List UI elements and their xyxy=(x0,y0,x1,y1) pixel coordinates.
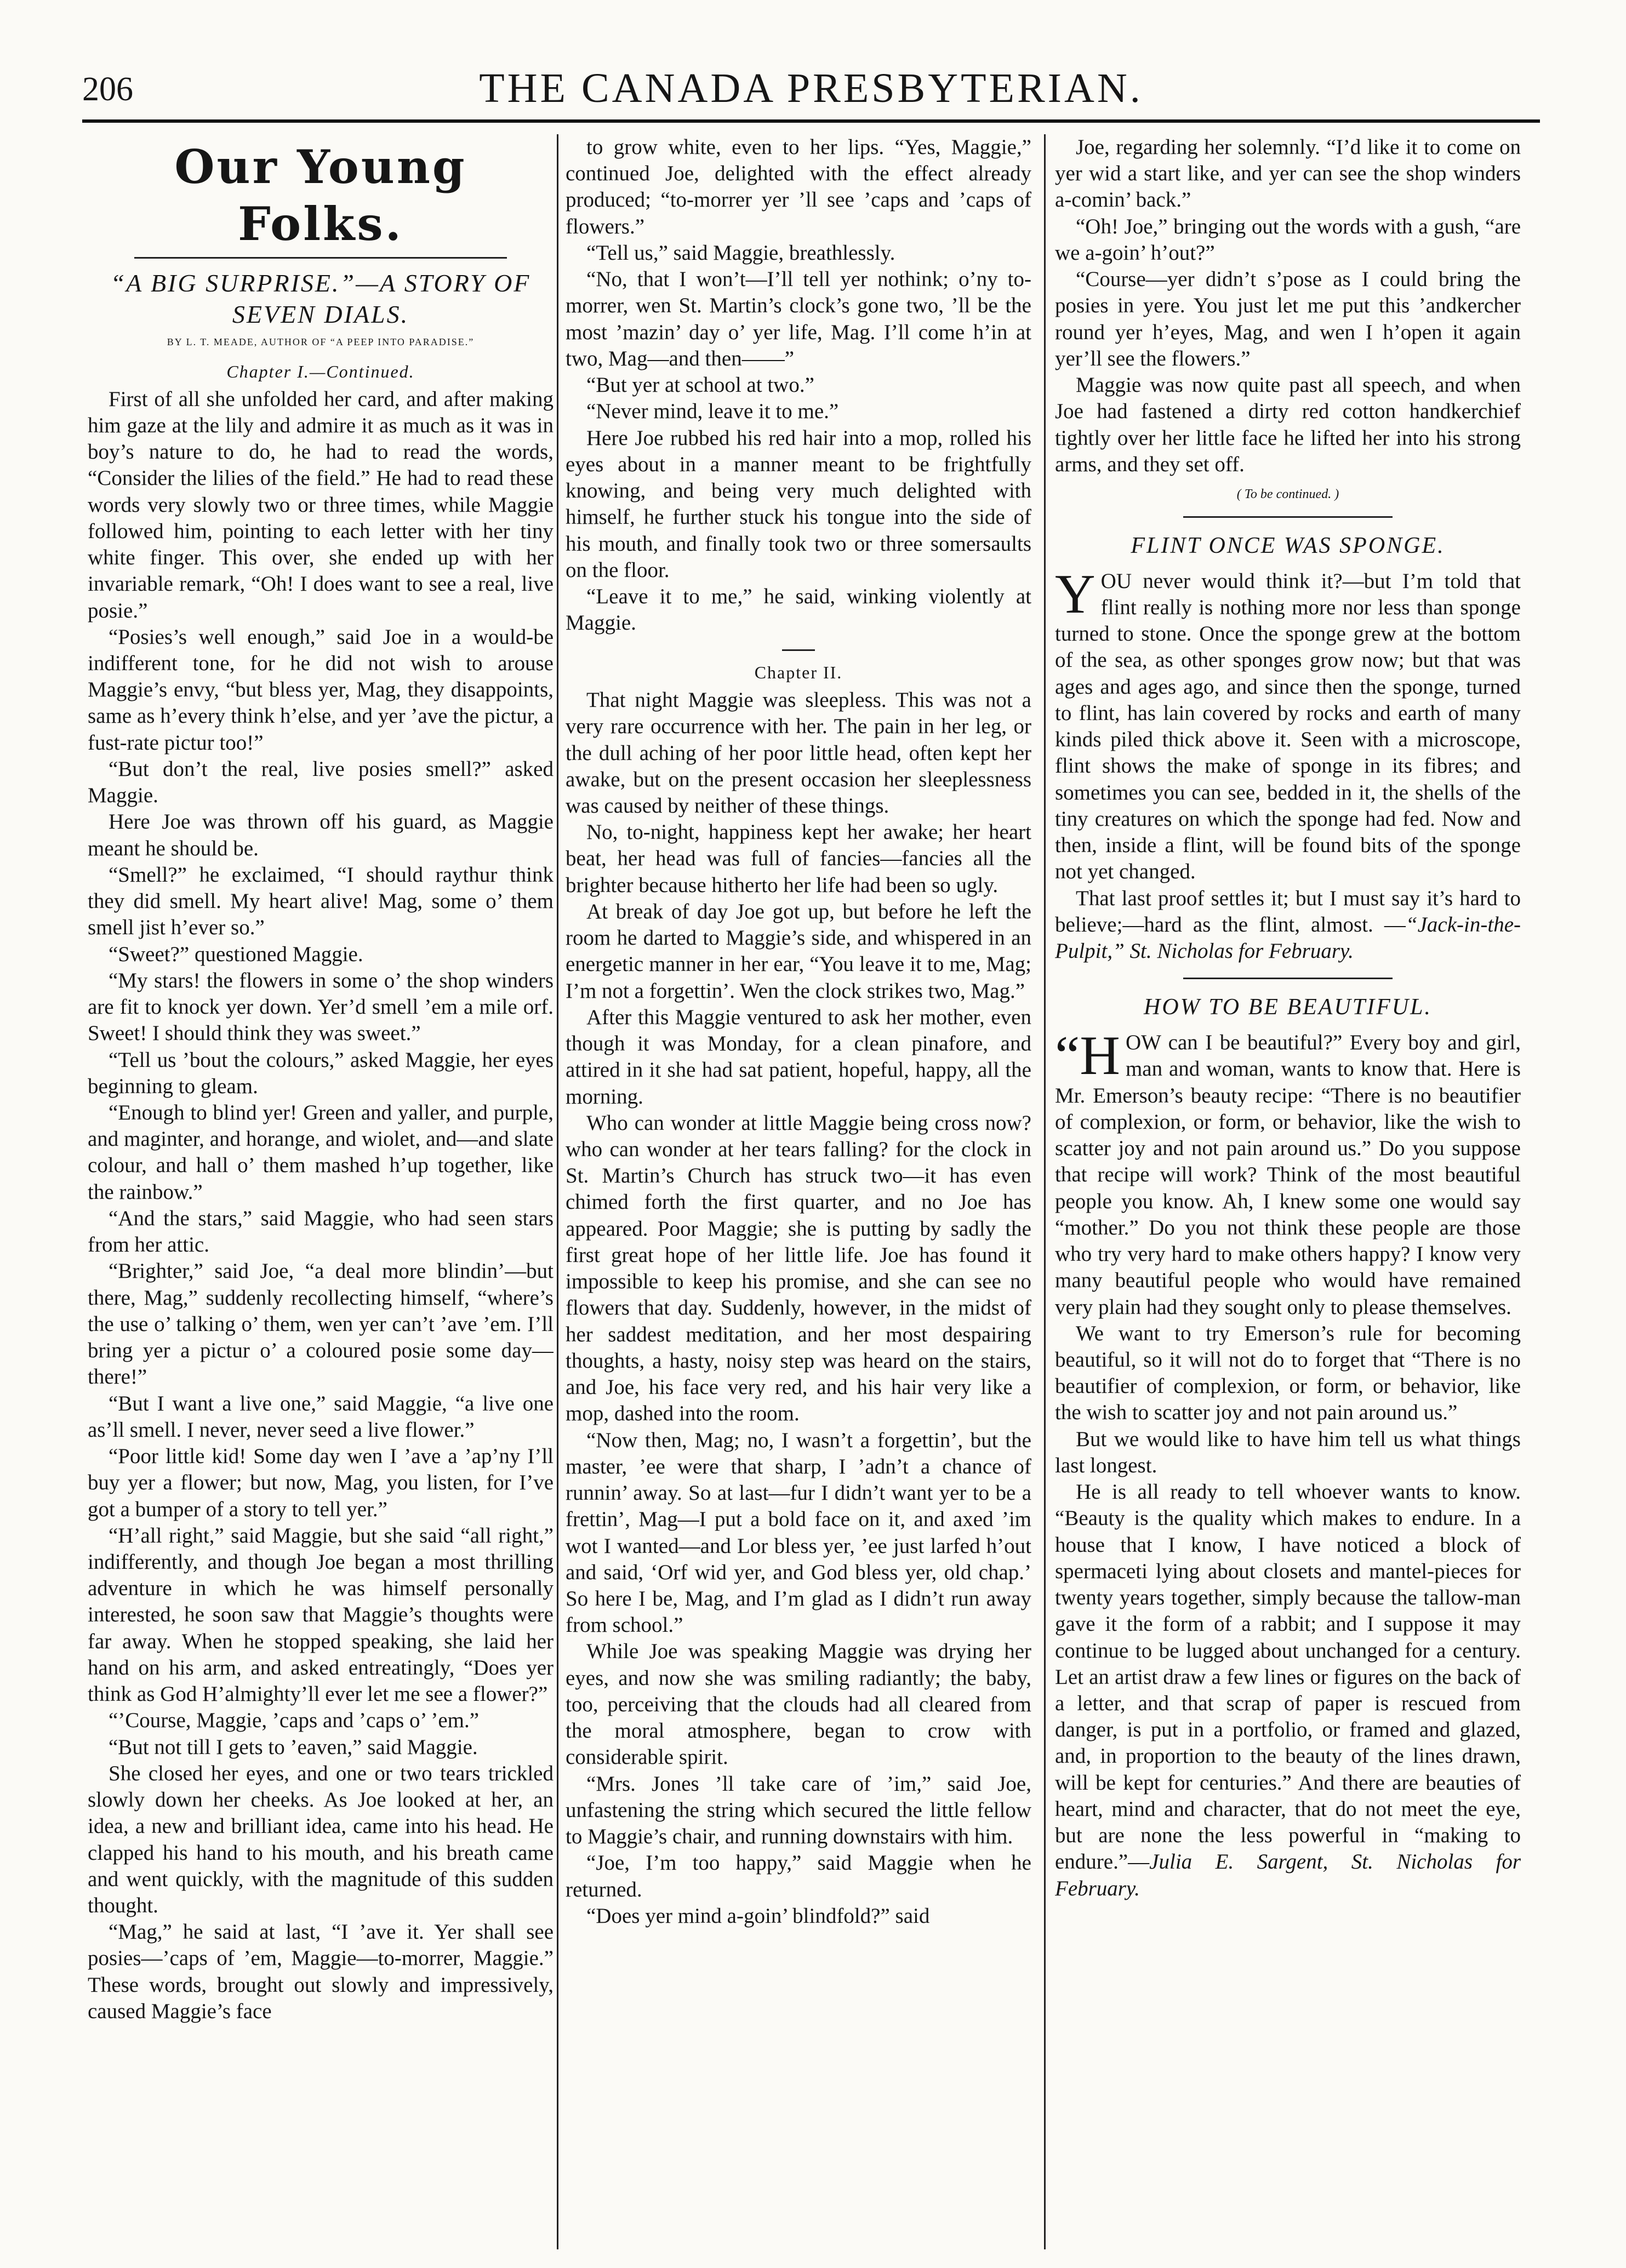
paragraph: “No, that I won’t—I’ll tell yer nothink; o’ny to-morrer, wen St. Martin’s clock’s gone two, ’ll be the most ’mazin’ day o’ yer life, Mag. I’ll come h’in at two, Mag—and then——” xyxy=(566,267,1031,370)
paragraph: At break of day Joe got up, but before he left the room he darted to Maggie’s side, and whispered in an energetic manner in her ear, “You leave it to me, Mag; I’m not a forgettin’. Wen the clock strikes two, Mag.” xyxy=(566,899,1031,1003)
flint-title: FLINT ONCE WAS SPONGE. xyxy=(1131,533,1445,558)
section-banner: Our Young Folks. xyxy=(174,140,467,251)
paragraph: “Mrs. Jones ’ll take care of ’im,” said Joe, unfastening the string which secured the little fellow to Maggie’s chair, and running downstairs with him. xyxy=(566,1772,1031,1849)
paragraph: First of all she unfolded her card, and after making him gaze at the lily and admire it as much as it was in boy’s nature to do, he had to read the words, “Consider the lilies of the field.” He had to read these words very slowly two or three times, while Maggie followed him, pointing to each letter with her tiny white finger. This over, she ended up with her invariable remark, “Oh! I does want to see a real, live posie.” xyxy=(88,387,554,622)
paragraph: “Tell us,” said Maggie, breathlessly. xyxy=(586,241,895,265)
paragraph: But we would like to have him tell us what things last longest. xyxy=(1055,1427,1521,1477)
page-number: 206 xyxy=(82,71,133,108)
column-2-paragraphs-a xyxy=(566,134,1031,636)
paragraph: “But not till I gets to ’eaven,” said Maggie. xyxy=(109,1735,478,1759)
paragraph: “Enough to blind yer! Green and yaller, and purple, and maginter, and horange, and wiolet, and—and slate colour, and hall o’ them mashed h’up together, like the rainbow.” xyxy=(88,1100,554,1204)
beautiful-paragraph-last: He is all ready to tell whoever wants to know. “Beauty is the quality which makes to endure. In a house that I know, I have noticed a block of spermaceti lying about closets and mantel-pieces for twenty years together, simply because the tallow-man gave it the form of a rabbit; and I suppose it may continue to be lugged about unchanged for a century. Let an artist draw a few lines or figures on the back of a letter, and that scrap of paper is rescued from danger, is put in a portfolio, or framed and glazed, and, in proportion to the beauty of the lines drawn, will be kept for centuries.” And there are beauties of heart, mind and character, that do not meet the eye, but are none the less powerful in “making to endure.”—Julia E. Sargent, St. Nicholas for February. xyxy=(1055,1480,1521,1900)
column-3-paragraphs-a xyxy=(1055,134,1521,478)
column-1 xyxy=(88,134,554,2249)
paragraph: After this Maggie ventured to ask her mother, even though it was Monday, for a clean pinafore, and attired in it she had sat patient, hopeful, happy, all the morning. xyxy=(566,1005,1031,1109)
paragraph: “Course—yer didn’t s’pose as I could bring the posies in yere. You just let me put this ’andkercher round yer h’eyes, Mag, and wen I h’open it again yer’ll see the flowers.” xyxy=(1055,267,1521,370)
paragraph: “Posies’s well enough,” said Joe in a would-be indifferent tone, for he did not wish to arouse Maggie’s envy, “but bless yer, Mag, they disappoints, same as h’every think h’else, and yer ’ave the pictur, a fust-rate pictur too!” xyxy=(88,625,554,755)
paragraph: No, to-night, happiness kept her awake; her heart beat, her head was full of fancies—fancies all the brighter because hitherto her life had been so ugly. xyxy=(566,820,1031,897)
paragraph: “Joe, I’m too happy,” said Maggie when he returned. xyxy=(566,1851,1031,1901)
header-rule xyxy=(82,119,1540,123)
paragraph: “But don’t the real, live posies smell?” asked Maggie. xyxy=(88,757,554,808)
paragraph: “Poor little kid! Some day wen I ’ave a ’ap’ny I’ll buy yer a flower; but now, Mag, you listen, for I’ve got a bumper of a story to tell yer.” xyxy=(88,1444,554,1521)
chapter-heading: Chapter I.—Continued. xyxy=(226,362,415,382)
story-title: “A BIG SURPRISE.”—A STORY OF SEVEN DIALS. xyxy=(110,268,531,329)
paragraph: “But yer at school at two.” xyxy=(586,373,814,397)
paragraph: Here Joe rubbed his red hair into a mop, rolled his eyes about in a manner meant to be frightfully knowing, and being very much delighted with himself, he further stuck his tongue into the side of his mouth, and finally took two or three somersaults on the floor. xyxy=(566,426,1031,582)
paragraph: “But I want a live one,” said Maggie, “a live one as’ll smell. I never, never seed a live flower.” xyxy=(88,1391,554,1442)
paragraph: Who can wonder at little Maggie being cross now? who can wonder at her tears falling? for the clock in St. Martin’s Church has struck two—it has even chimed forth the first quarter, and no Joe has appeared. Poor Maggie; she is putting by sadly the first great hope of her little life. Joe has found it impossible to keep his promise, and she can see no flowers that day. Suddenly, however, in the midst of her saddest meditation, and her most despairing thoughts, a hasty, noisy step was heard on the stairs, and Joe, his face very red, and his hair very like a mop, dashed into the room. xyxy=(566,1111,1031,1426)
paragraph: Joe, regarding her solemnly. “I’d like it to come on yer wid a start like, and yer can see the shop winders a-comin’ back.” xyxy=(1055,135,1521,212)
flint-attribution: “Jack-in-the-Pulpit,” St. Nicholas for February. xyxy=(1055,912,1521,963)
column-2 xyxy=(566,134,1031,2249)
paragraph: “Leave it to me,” he said, winking violently at Maggie. xyxy=(566,584,1031,635)
paragraph: She closed her eyes, and one or two tears trickled slowly down her cheeks. As Joe looked at her, an idea, a new and brilliant idea, came into his head. He clapped his hand to his mouth, and his breath came and went quickly, with the magnitude of this sudden thought. xyxy=(88,1761,554,1918)
paragraph: Here Joe was thrown off his guard, as Maggie meant he should be. xyxy=(88,810,554,860)
banner-rule xyxy=(134,257,507,259)
story-byline: BY L. T. MEADE, AUTHOR OF “A PEEP INTO PARADISE.” xyxy=(167,336,475,347)
paragraph: “My stars! the flowers in some o’ the shop winders are fit to knock yer down. Yer’d smell ’em a mile orf. Sweet! I should think they was sweet.” xyxy=(88,968,554,1046)
chapter-rule xyxy=(782,649,815,651)
paragraph: “Never mind, leave it to me.” xyxy=(586,399,839,424)
beautiful-paragraphs xyxy=(1055,1321,1521,1479)
paragraph: “H’all right,” said Maggie, but she said “all right,” indifferently, and though Joe began a most thrilling adventure in which he was himself personally interested, he soon saw that Maggie’s thoughts were far away. When he stopped speaking, she laid her hand on his arm, and asked entreatingly, “Does yer think as God H’almighty’ll ever let me see a flower?” xyxy=(88,1523,554,1706)
beautiful-attribution: Julia E. Sargent, St. Nicholas for February. xyxy=(1055,1850,1521,1900)
paragraph: to grow white, even to her lips. “Yes, Maggie,” continued Joe, delighted with the effect already produced; “to-morrer yer ’ll see ’caps and ’caps of flowers.” xyxy=(566,135,1031,238)
beautiful-paragraph-1: “HOW can I be beautiful?” Every boy and girl, man and woman, wants to know that. Here is Mr. Emerson’s beauty recipe: “There is no beautifier of complexion, or form, or behavior, like the wish to scatter joy and not pain around us.” Do you suppose that recipe will work? Think of the most beautiful people you know. Ah, I knew some one would say “mother.” Do you not think these people are those who try very hard to make others happy? I know very many beautiful people who would have remained very plain had they sought only to please themselves. xyxy=(1055,1025,1521,1319)
paragraph: “Does yer mind a-goin’ blindfold?” said xyxy=(586,1904,930,1928)
column-2-paragraphs-b xyxy=(566,687,1031,1929)
drop-cap: Y xyxy=(1055,563,1096,625)
paragraph: “And the stars,” said Maggie, who had seen stars from her attic. xyxy=(88,1206,554,1257)
paragraph: We want to try Emerson’s rule for becoming beautiful, so it will not do to forget that “There is no beautifier of complexion, or form, or behavior, like the wish to scatter joy and not pain around us.” xyxy=(1055,1321,1521,1425)
to-be-continued: ( To be continued. ) xyxy=(1236,487,1339,502)
section-rule-1 xyxy=(1183,516,1393,518)
flint-paragraph-2: That last proof settles it; but I must say it’s hard to believe;—hard as the flint, almost. —“Jack-in-the-Pulpit,” St. Nicholas for February. xyxy=(1055,886,1521,963)
paragraph: “Brighter,” said Joe, “a deal more blindin’—but there, Mag,” suddenly recollecting himself, “where’s the use o’ talking o’ them, wen yer can’t ’ave ’em. I’ll bring yer a pictur o’ a coloured posie some day—there!” xyxy=(88,1259,554,1389)
column-divider-2 xyxy=(1044,134,1046,2249)
paragraph: While Joe was speaking Maggie was drying her eyes, and now she was smiling radiantly; the baby, too, perceiving that the clouds had all cleared from the moral atmosphere, began to crow with considerable spirit. xyxy=(566,1639,1031,1769)
paragraph: “’Course, Maggie, ’caps and ’caps o’ ’em.” xyxy=(109,1709,480,1733)
paragraph: “Mag,” he said at last, “I ’ave it. Yer shall see posies—’caps of ’em, Maggie—to-morrer, Maggie.” These words, brought out slowly and impressively, caused Maggie’s face xyxy=(88,1920,554,2023)
paragraph: Maggie was now quite past all speech, and when Joe had fastened a dirty red cotton handkerchief tightly over her little face he lifted her into his strong arms, and they set off. xyxy=(1055,373,1521,476)
paragraph: “Smell?” he exclaimed, “I should raythur think they did smell. My heart alive! Mag, some o’ them smell jist h’ever so.” xyxy=(88,862,554,940)
paragraph: That night Maggie was sleepless. This was not a very rare occurrence with her. The pain in her leg, or the dull aching of her poor little head, often kept her awake, but on the present occasion her sleeplessness was caused by neither of these things. xyxy=(566,688,1031,818)
journal-title: THE CANADA PRESBYTERIAN. xyxy=(479,65,1143,111)
paragraph: “Tell us ’bout the colours,” asked Maggie, her eyes beginning to gleam. xyxy=(88,1048,554,1098)
column-1-paragraphs xyxy=(88,386,554,2025)
paragraph: “Oh! Joe,” bringing out the words with a gush, “are we a-goin’ h’out?” xyxy=(1055,214,1521,265)
paragraph: “Now then, Mag; no, I wasn’t a forgettin’, but the master, ’ee were that sharp, I ’adn’t a chance of runnin’ away. So at last—fur I didn’t want yer to be a frettin’, Mag—I put a bold face on it, and axed ’im wot I wanted—and Lor bless yer, ’ee just larfed h’out and said, ‘Orf wid yer, and God bless yer, old chap.’ So here I be, Mag, and I’m glad as I didn’t run away from school.” xyxy=(566,1428,1031,1637)
column-divider-1 xyxy=(557,134,558,2249)
drop-cap-2: “H xyxy=(1055,1025,1120,1087)
paragraph: “Sweet?” questioned Maggie. xyxy=(109,942,363,966)
page-header xyxy=(82,65,1540,125)
chapter-heading-2: Chapter II. xyxy=(754,662,843,683)
section-rule-2 xyxy=(1183,978,1393,979)
flint-paragraph-1: YOU never would think it?—but I’m told that flint really is nothing more nor less than sponge turned to stone. Once the sponge grew at the bottom of the sea, as other sponges grow now; but that was ages and ages ago, and since then the sponge, turned to flint, has lain covered by rocks and earth of many kinds piled thick above it. Seen with a microscope, flint shows the make of sponge in its fibres; and sometimes you can see, bedded in it, the shells of the tiny creatures on which the sponge had fed. Now and then, inside a flint, will be found bits of the sponge not yet changed. xyxy=(1055,563,1521,884)
column-3 xyxy=(1055,134,1521,2249)
beautiful-title: HOW TO BE BEAUTIFUL. xyxy=(1144,995,1432,1020)
